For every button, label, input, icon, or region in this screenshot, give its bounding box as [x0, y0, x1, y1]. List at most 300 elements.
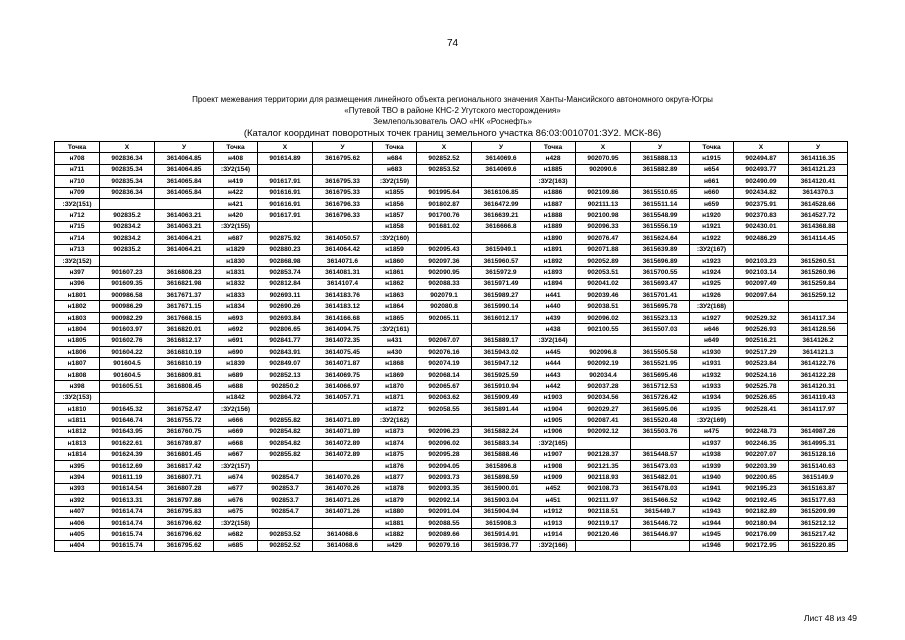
table-cell: 902079.1 [417, 290, 472, 301]
table-cell: 3616795.62 [155, 540, 214, 551]
table-cell: н440 [531, 301, 576, 312]
table-cell [576, 438, 631, 449]
table-cell: 3615943.02 [472, 347, 531, 358]
table-cell: н422 [214, 187, 258, 198]
table-row [55, 506, 848, 517]
table-cell: н1923 [690, 255, 734, 266]
table-cell: 3614063.21 [155, 210, 214, 221]
table-cell [631, 176, 690, 187]
column-header: Точка [373, 142, 417, 153]
table-cell: н405 [55, 529, 100, 540]
table-header-row [55, 142, 848, 153]
table-cell: 902854.7 [258, 472, 313, 483]
table-cell: 3616809.81 [155, 369, 214, 380]
table-cell: 3614071.26 [313, 506, 373, 517]
table-row [55, 381, 848, 392]
table-cell: 902853.7 [258, 495, 313, 506]
table-cell: н1862 [373, 278, 417, 289]
table-cell: н1934 [690, 392, 734, 403]
table-cell: н693 [214, 312, 258, 323]
table-row [55, 529, 848, 540]
table-cell: н1925 [690, 278, 734, 289]
table-cell: 3614069.6 [472, 164, 531, 175]
table-cell: н668 [214, 438, 258, 449]
header-line-2: «Путевой ТВО в районе КНС-2 Угутского месторождения» [344, 106, 561, 115]
table-cell: 3614064.42 [313, 244, 373, 255]
table-cell: 3614064.21 [155, 233, 214, 244]
table-cell: 902207.07 [734, 449, 789, 460]
table-cell [100, 198, 155, 209]
table-cell: н1831 [214, 267, 258, 278]
table-cell: 3615910.94 [472, 381, 531, 392]
table-cell: 901614.89 [258, 153, 313, 164]
table-cell: 3615520.48 [631, 415, 690, 426]
table-cell: н1935 [690, 403, 734, 414]
table-cell: н393 [55, 483, 100, 494]
table-cell: 3617668.15 [155, 312, 214, 323]
table-cell [100, 392, 155, 403]
table-cell: 3614068.6 [313, 540, 373, 551]
table-cell: н1940 [690, 472, 734, 483]
table-cell: 902180.94 [734, 517, 789, 528]
table-cell: 3616810.19 [155, 358, 214, 369]
table-cell: н1811 [55, 415, 100, 426]
table-cell: 902693.11 [258, 290, 313, 301]
table-cell: 3615726.42 [631, 392, 690, 403]
table-cell: 902836.34 [100, 187, 155, 198]
table-cell: н442 [531, 381, 576, 392]
table-cell: н1915 [690, 153, 734, 164]
table-cell: 902096.33 [576, 221, 631, 232]
table-cell: 3616796.62 [155, 517, 214, 528]
table-cell: 902079.16 [417, 540, 472, 551]
table-cell: н713 [55, 244, 100, 255]
table-cell: н439 [531, 312, 576, 323]
table-cell: н669 [214, 426, 258, 437]
table-cell: н1885 [531, 164, 576, 175]
table-cell: 3614368.88 [789, 221, 848, 232]
table-cell: 902855.82 [258, 415, 313, 426]
table-cell: н654 [690, 164, 734, 175]
table-cell: 3615693.47 [631, 278, 690, 289]
coordinates-table [54, 141, 848, 552]
table-cell: н715 [55, 221, 100, 232]
table-cell: 3616796.33 [313, 198, 373, 209]
table-cell: н1803 [55, 312, 100, 323]
page-number: 74 [446, 38, 459, 49]
table-cell: 3615882.89 [631, 164, 690, 175]
table-cell: 3615556.19 [631, 221, 690, 232]
table-cell: 3615908.3 [472, 517, 531, 528]
table-cell: н1920 [690, 210, 734, 221]
table-row [55, 472, 848, 483]
table-cell: 902192.45 [734, 495, 789, 506]
table-cell: н419 [214, 176, 258, 187]
table-cell: 902058.55 [417, 403, 472, 414]
column-header: Точка [214, 142, 258, 153]
table-cell: н714 [55, 233, 100, 244]
table-cell: 902835.34 [100, 176, 155, 187]
table-cell: н649 [690, 335, 734, 346]
table-cell: 3616752.47 [155, 403, 214, 414]
table-cell: 902526.93 [734, 324, 789, 335]
table-cell: 3616755.72 [155, 415, 214, 426]
table-cell: н1876 [373, 460, 417, 471]
table-cell: 3614068.6 [313, 529, 373, 540]
table-cell: 902176.09 [734, 529, 789, 540]
table-cell: 902034.56 [576, 392, 631, 403]
table-cell: 902835.2 [100, 244, 155, 255]
table-cell [789, 244, 848, 255]
table-cell: н1869 [373, 369, 417, 380]
table-cell: 3614987.26 [789, 426, 848, 437]
table-cell: н685 [214, 540, 258, 551]
table-cell: 3615466.52 [631, 495, 690, 506]
table-cell: 3616797.86 [155, 495, 214, 506]
table-cell: н659 [690, 198, 734, 209]
table-cell: 902490.09 [734, 176, 789, 187]
table-cell: н1932 [690, 369, 734, 380]
table-cell [258, 460, 313, 471]
table-cell: 901645.32 [100, 403, 155, 414]
table-cell [258, 221, 313, 232]
table-cell: 902806.65 [258, 324, 313, 335]
table-cell: 902203.39 [734, 460, 789, 471]
table-cell: 902248.73 [734, 426, 789, 437]
table-cell: 3615900.01 [472, 483, 531, 494]
table-cell: 3614071.26 [313, 495, 373, 506]
table-cell: 902854.82 [258, 426, 313, 437]
table-cell [417, 324, 472, 335]
table-cell: :ЗУ2(160) [373, 233, 417, 244]
table-cell: н1926 [690, 290, 734, 301]
table-row [55, 312, 848, 323]
table-cell: 3615521.95 [631, 358, 690, 369]
table-cell: 902812.84 [258, 278, 313, 289]
table-cell: н660 [690, 187, 734, 198]
column-header: Точка [690, 142, 734, 153]
table-cell: :ЗУ2(167) [690, 244, 734, 255]
table-cell: 3614094.75 [313, 324, 373, 335]
table-row [55, 324, 848, 335]
table-cell: 902693.84 [258, 312, 313, 323]
table-cell: 902118.51 [576, 506, 631, 517]
sheet-footer: Лист 48 из 49 [803, 613, 857, 623]
table-cell [313, 403, 373, 414]
table-cell: 3614071.89 [313, 426, 373, 437]
table-cell: 3617671.37 [155, 290, 214, 301]
table-cell: 902038.51 [576, 301, 631, 312]
table-cell: 902063.62 [417, 392, 472, 403]
table-cell [258, 403, 313, 414]
table-cell: 3615947.12 [472, 358, 531, 369]
table-cell: н1870 [373, 381, 417, 392]
table-cell: 3615548.99 [631, 210, 690, 221]
table-cell: 3615473.03 [631, 460, 690, 471]
table-cell [258, 517, 313, 528]
table-cell: н1941 [690, 483, 734, 494]
table-cell: н675 [214, 506, 258, 517]
table-cell: 901607.23 [100, 267, 155, 278]
table-cell: 3614117.97 [789, 403, 848, 414]
table-cell: н1830 [214, 255, 258, 266]
table-cell: н429 [373, 540, 417, 551]
table-cell: 902852.13 [258, 369, 313, 380]
table-cell: н1806 [55, 347, 100, 358]
table-cell [631, 540, 690, 551]
table-cell: 3615882.24 [472, 426, 531, 437]
table-cell: 902052.89 [576, 255, 631, 266]
table-cell: 3615217.42 [789, 529, 848, 540]
table-cell: н684 [373, 153, 417, 164]
table-cell: 902065.11 [417, 312, 472, 323]
table-cell [472, 176, 531, 187]
table-cell: 3615478.03 [631, 483, 690, 494]
table-cell: 902493.77 [734, 164, 789, 175]
table-cell: н708 [55, 153, 100, 164]
table-cell: н1868 [373, 358, 417, 369]
table-cell: 902835.34 [100, 164, 155, 175]
table-cell: 902041.02 [576, 278, 631, 289]
table-cell: 902095.28 [417, 449, 472, 460]
table-cell: н1875 [373, 449, 417, 460]
table-cell: 901604.22 [100, 347, 155, 358]
table-cell: 902853.52 [258, 529, 313, 540]
table-cell: 3614070.26 [313, 483, 373, 494]
table-cell: 902096.02 [417, 438, 472, 449]
table-row [55, 198, 848, 209]
table-cell: н1939 [690, 460, 734, 471]
table-cell: 3615904.94 [472, 506, 531, 517]
table-cell: 902076.16 [417, 347, 472, 358]
table-cell: н690 [214, 347, 258, 358]
table-cell: н428 [531, 153, 576, 164]
table-cell: н1924 [690, 267, 734, 278]
table-cell: 3614072.35 [313, 335, 373, 346]
table-cell: :ЗУ2(163) [531, 176, 576, 187]
table-cell: 902068.14 [417, 369, 472, 380]
table-cell [417, 415, 472, 426]
table-cell: 902093.73 [417, 472, 472, 483]
table-cell: 3616810.19 [155, 347, 214, 358]
table-cell: 902118.93 [576, 472, 631, 483]
table-cell: 3614995.31 [789, 438, 848, 449]
table-cell [734, 301, 789, 312]
table-cell: 3616807.28 [155, 483, 214, 494]
table-cell: 3616795.33 [313, 176, 373, 187]
table-cell: 901681.02 [417, 221, 472, 232]
table-cell: 3615909.49 [472, 392, 531, 403]
table-row [55, 187, 848, 198]
table-cell: 3615989.27 [472, 290, 531, 301]
table-cell: н420 [214, 210, 258, 221]
table-cell: 902523.84 [734, 358, 789, 369]
table-cell: 901604.5 [100, 358, 155, 369]
table-cell: н682 [214, 529, 258, 540]
table-cell: н1892 [531, 255, 576, 266]
table-cell: 901646.74 [100, 415, 155, 426]
table-cell: 902089.66 [417, 529, 472, 540]
table-cell: н1930 [690, 347, 734, 358]
table-cell [472, 415, 531, 426]
table-cell: н444 [531, 358, 576, 369]
table-cell: н1946 [690, 540, 734, 551]
column-header: У [789, 142, 848, 153]
table-cell: 3614107.4 [313, 278, 373, 289]
table-cell: :ЗУ2(159) [373, 176, 417, 187]
table-cell: 3614183.76 [313, 290, 373, 301]
table-cell: 902090.6 [576, 164, 631, 175]
table-cell: 902094.05 [417, 460, 472, 471]
table-cell [313, 460, 373, 471]
table-cell: 902524.16 [734, 369, 789, 380]
table-cell: н1887 [531, 198, 576, 209]
table-cell: н445 [531, 347, 576, 358]
table-cell: 902029.27 [576, 403, 631, 414]
table-cell: н1802 [55, 301, 100, 312]
table-cell [631, 335, 690, 346]
table-cell: 3614063.21 [155, 221, 214, 232]
table-cell: 901617.91 [258, 210, 313, 221]
table-cell: 3615482.01 [631, 472, 690, 483]
table-cell: 3615990.14 [472, 301, 531, 312]
table-cell: :ЗУ2(164) [531, 335, 576, 346]
table-cell: 3615209.99 [789, 506, 848, 517]
table-cell: 902097.64 [734, 290, 789, 301]
table-cell: 3616106.85 [472, 187, 531, 198]
table-cell: 3615177.63 [789, 495, 848, 506]
table-cell: 902039.46 [576, 290, 631, 301]
table-cell: н676 [214, 495, 258, 506]
table-cell: н1938 [690, 449, 734, 460]
table-cell: 902849.07 [258, 358, 313, 369]
table-cell: н1891 [531, 244, 576, 255]
table-cell: 901604.5 [100, 369, 155, 380]
column-header: Точка [531, 142, 576, 153]
table-cell: н1839 [214, 358, 258, 369]
table-cell: н1857 [373, 210, 417, 221]
table-cell: 902037.28 [576, 381, 631, 392]
table-cell: 3614166.68 [313, 312, 373, 323]
table-cell: н397 [55, 267, 100, 278]
table-cell: 901643.95 [100, 426, 155, 437]
table-cell: 3615898.59 [472, 472, 531, 483]
table-cell: 3616796.62 [155, 529, 214, 540]
table-cell [258, 164, 313, 175]
table-cell: 902119.17 [576, 517, 631, 528]
table-cell: 901700.76 [417, 210, 472, 221]
table-cell: н1889 [531, 221, 576, 232]
table-cell: 3614081.31 [313, 267, 373, 278]
table-cell: н1904 [531, 403, 576, 414]
table-row [55, 403, 848, 414]
table-row [55, 415, 848, 426]
table-cell: 902071.88 [576, 244, 631, 255]
table-cell: 3615507.03 [631, 324, 690, 335]
table-cell: н646 [690, 324, 734, 335]
table-cell: 3614071.87 [313, 358, 373, 369]
table-cell: 3614527.72 [789, 210, 848, 221]
table-cell: н1921 [690, 221, 734, 232]
table-cell: 902096.23 [417, 426, 472, 437]
table-cell: 902864.72 [258, 392, 313, 403]
table-cell: 902835.2 [100, 210, 155, 221]
table-cell: н1943 [690, 506, 734, 517]
table-cell: н1880 [373, 506, 417, 517]
table-row [55, 244, 848, 255]
table-cell: 3614075.45 [313, 347, 373, 358]
header-line-1: Проект межевания территории для размещения линейного объекта регионального значения Ханты-Мансийского автономного округа-Югры [192, 95, 713, 104]
table-cell: 901616.91 [258, 187, 313, 198]
table-cell: 3614064.21 [155, 244, 214, 255]
table-row [55, 164, 848, 175]
table-cell: н1890 [531, 233, 576, 244]
table-cell: 3616012.17 [472, 312, 531, 323]
table-cell: 902087.41 [576, 415, 631, 426]
table-cell: н1908 [531, 460, 576, 471]
table-cell: 3614120.41 [789, 176, 848, 187]
table-cell: 3615960.57 [472, 255, 531, 266]
table-row [55, 517, 848, 528]
table-cell: н674 [214, 472, 258, 483]
table-cell: н408 [214, 153, 258, 164]
table-cell [155, 255, 214, 266]
table-cell: 901611.19 [100, 472, 155, 483]
table-cell: :ЗУ2(162) [373, 415, 417, 426]
table-cell: 902200.65 [734, 472, 789, 483]
table-cell: 3615163.87 [789, 483, 848, 494]
table-cell: 902093.35 [417, 483, 472, 494]
table-cell: н1877 [373, 472, 417, 483]
table-cell: 902855.82 [258, 449, 313, 460]
table-row [55, 255, 848, 266]
column-header: Х [417, 142, 472, 153]
table-row [55, 540, 848, 551]
table-cell: 3616795.33 [313, 187, 373, 198]
table-cell: н1804 [55, 324, 100, 335]
table-cell: 3615523.13 [631, 312, 690, 323]
table-cell: 3615128.16 [789, 449, 848, 460]
table-cell: 3615695.78 [631, 301, 690, 312]
table-cell: н1881 [373, 517, 417, 528]
table-cell: 3614114.45 [789, 233, 848, 244]
table-cell: 902095.43 [417, 244, 472, 255]
column-header: Х [734, 142, 789, 153]
table-cell: н1808 [55, 369, 100, 380]
table-cell: н667 [214, 449, 258, 460]
table-cell: 901616.91 [258, 198, 313, 209]
table-cell: н392 [55, 495, 100, 506]
table-cell: 3615695.06 [631, 403, 690, 414]
table-cell: 902096.02 [576, 312, 631, 323]
table-cell: 902430.01 [734, 221, 789, 232]
table-cell: 3615701.41 [631, 290, 690, 301]
table-cell: 3615212.12 [789, 517, 848, 528]
table-cell: 902080.8 [417, 301, 472, 312]
table-cell: н1859 [373, 244, 417, 255]
table-cell: 3615903.04 [472, 495, 531, 506]
table-cell: 3616808.23 [155, 267, 214, 278]
table-cell: н711 [55, 164, 100, 175]
table-cell: 3614072.89 [313, 438, 373, 449]
table-cell: 902065.67 [417, 381, 472, 392]
table-cell: 3614069.75 [313, 369, 373, 380]
table-cell: 902092.12 [576, 426, 631, 437]
header-line-3: Землепользователь ОАО «НК «Роснефть» [373, 117, 532, 126]
table-row [55, 290, 848, 301]
table-row [55, 426, 848, 437]
column-header: Х [576, 142, 631, 153]
